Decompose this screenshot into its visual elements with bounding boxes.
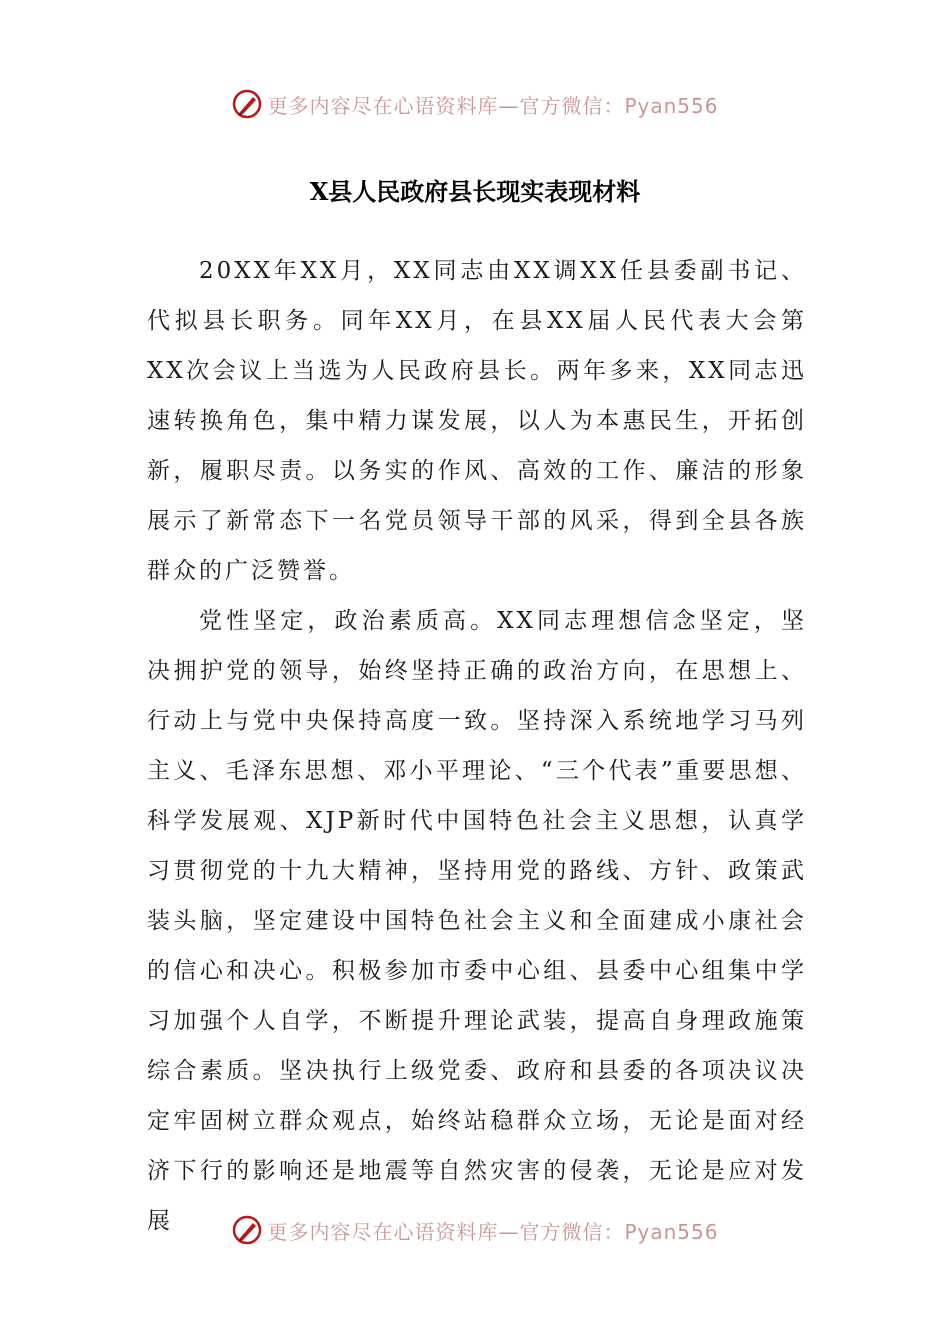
watermark-text: 更多内容尽在心语资料库—官方微信：Pyan556: [267, 93, 719, 118]
pen-logo-icon: [231, 88, 263, 120]
footer-watermark: [0, 1210, 950, 1250]
watermark-text: 更多内容尽在心语资料库—官方微信：Pyan556: [267, 1219, 719, 1244]
document-body: [147, 246, 807, 1246]
paragraph-intro: 20XX年XX月，XX同志由XX调XX任县委副书记、代拟县长职务。同年XX月，在县XX届人民代表大会第XX次会议上当选为人民政府县长。两年多来，XX同志迅速转换角色，集中精力谋发展，以人为本惠民生，开拓创新，履职尽责。以务实的作风、高效的工作、廉洁的形象展示了新常态下一名党员领导干部的风采，得到全县各族群众的广泛赞誉。: [147, 258, 807, 584]
pen-logo-icon: [231, 1214, 263, 1246]
header-watermark: [0, 84, 950, 124]
document-title: X县人民政府县长现实表现材料: [309, 177, 641, 206]
paragraph-political-quality: 党性坚定，政治素质高。XX同志理想信念坚定，坚决拥护党的领导，始终坚持正确的政治方向，在思想上、行动上与党中央保持高度一致。坚持深入系统地学习马列主义、毛泽东思想、邓小平理论、“三个代表”重要思想、科学发展观、XJP新时代中国特色社会主义思想，认真学习贯彻党的十九大精神，坚持用党的路线、方针、政策武装头脑，坚定建设中国特色社会主义和全面建成小康社会的信心和决心。积极参加市委中心组、县委中心组集中学习加强个人自学，不断提升理论武装，提高自身理政施策综合素质。坚决执行上级党委、政府和县委的各项决议决定牢固树立群众观点，始终站稳群众立场，无论是面对经济下行的影响还是地震等自然灾害的侵袭，无论是应对发展: [147, 608, 807, 1234]
